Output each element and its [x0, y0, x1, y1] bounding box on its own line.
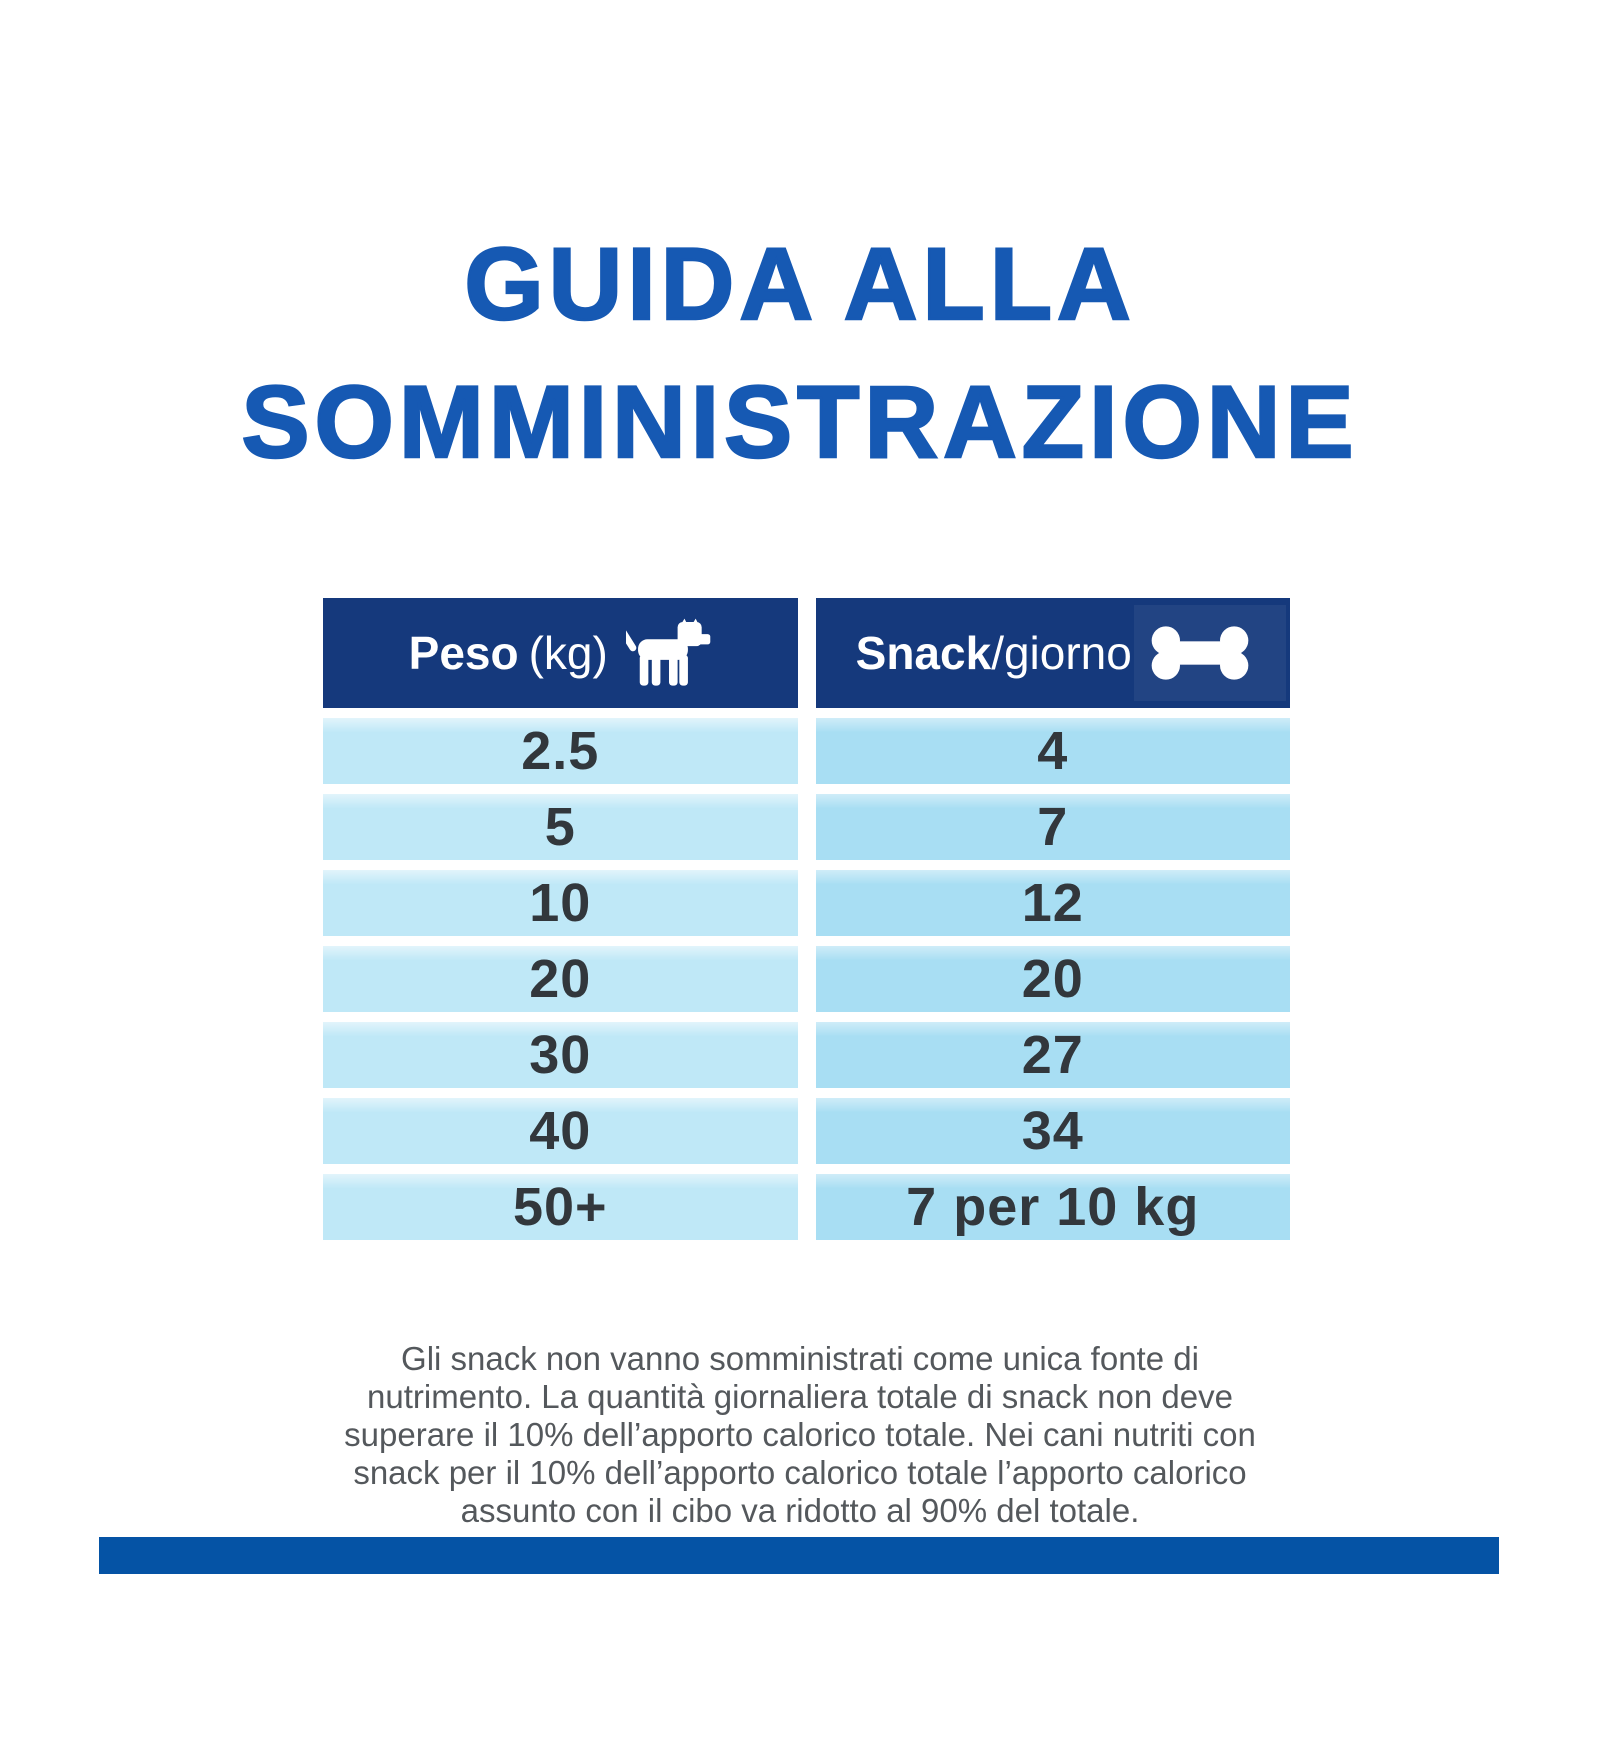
- snack-label-bold: Snack: [855, 627, 992, 679]
- snack-value: 7: [816, 794, 1291, 860]
- bone-panel-highlight: [1134, 605, 1286, 701]
- peso-value: 30: [323, 1022, 798, 1088]
- page-title: [0, 215, 1600, 491]
- peso-value: 50+: [323, 1174, 798, 1240]
- footnote-text: [250, 1340, 1350, 1530]
- footnote-line: assunto con il cibo va ridotto al 90% del totale.: [460, 1492, 1140, 1529]
- table-row: [323, 1022, 1290, 1088]
- snack-value: 20: [816, 946, 1291, 1012]
- peso-value: 40: [323, 1098, 798, 1164]
- dog-icon: [626, 618, 712, 688]
- header-cell-snack: [816, 598, 1291, 708]
- peso-value: 5: [323, 794, 798, 860]
- table-row: [323, 1098, 1290, 1164]
- header-cell-peso: [323, 598, 798, 708]
- table-row: [323, 1174, 1290, 1240]
- snack-value: 27: [816, 1022, 1291, 1088]
- snack-label-unit: /giorno: [991, 627, 1132, 679]
- feeding-table: [323, 598, 1290, 1240]
- snack-value: 12: [816, 870, 1291, 936]
- table-row: [323, 718, 1290, 784]
- snack-value: 4: [816, 718, 1291, 784]
- table-header-row: [323, 598, 1290, 708]
- footnote-line: superare il 10% dell’apporto calorico totale. Nei cani nutriti con: [344, 1416, 1256, 1453]
- peso-value: 2.5: [323, 718, 798, 784]
- title-line-2: SOMMINISTRAZIONE: [241, 365, 1359, 479]
- bottom-accent-bar: [99, 1537, 1499, 1574]
- table-row: [323, 946, 1290, 1012]
- peso-label-unit: (kg): [528, 627, 608, 679]
- snack-value: 7 per 10 kg: [816, 1174, 1291, 1240]
- peso-value: 20: [323, 946, 798, 1012]
- table-row: [323, 794, 1290, 860]
- table-row: [323, 870, 1290, 936]
- footnote-line: snack per il 10% dell’apporto calorico totale l’apporto calorico: [353, 1454, 1247, 1491]
- title-line-1: GUIDA ALLA: [464, 227, 1136, 341]
- peso-label-bold: Peso: [408, 627, 519, 679]
- footnote-line: nutrimento. La quantità giornaliera totale di snack non deve: [367, 1378, 1233, 1415]
- footnote-line: Gli snack non vanno somministrati come unica fonte di: [401, 1340, 1199, 1377]
- peso-value: 10: [323, 870, 798, 936]
- snack-value: 34: [816, 1098, 1291, 1164]
